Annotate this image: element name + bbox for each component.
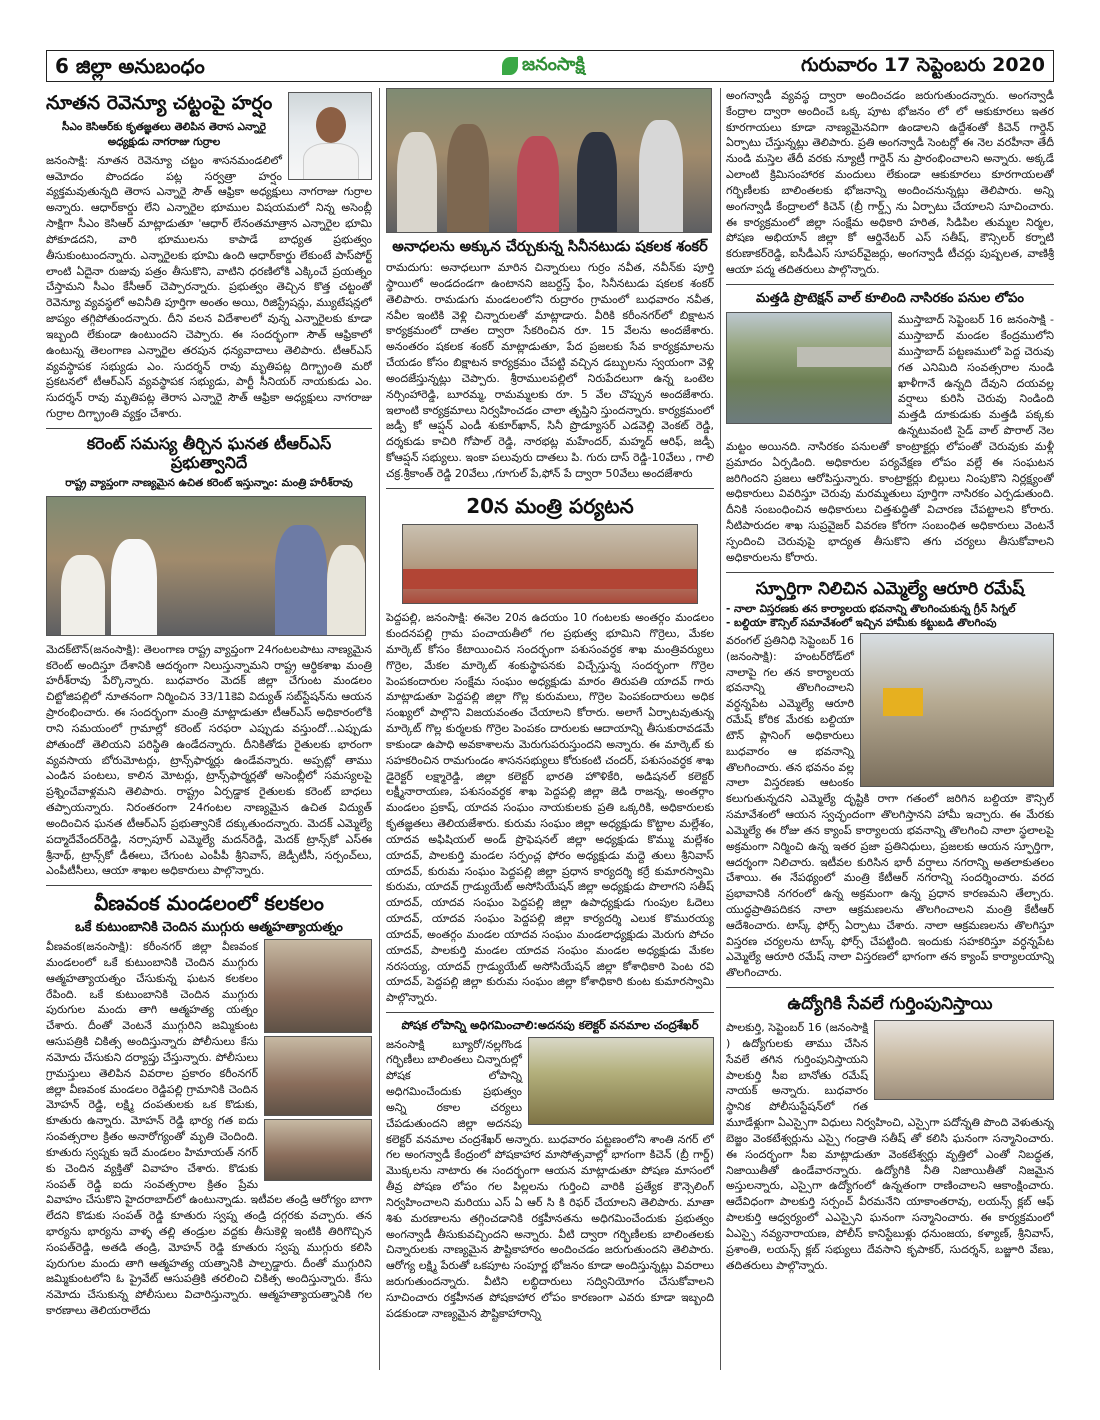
subheadline: రాష్ట్ర వ్యాప్తంగా నాణ్యమైన ఉచిత కరెంట్ ఇస్తున్నాం: మంత్రి హరీశ్‌రావు (65, 476, 353, 489)
column-divider (720, 88, 721, 1370)
portrait-face (316, 107, 346, 143)
headline: ఉద్యోగికి సేవలే గుర్తింపునిస్తాయి (787, 994, 993, 1015)
article-continuation: అంగన్వాడీ వ్యవస్థ ద్వారా అందించడం జరుగుతుందన్నారు. అంగన్వాడీ కేంద్రాల ద్వారా అందించే ఒక్క పూట భోజనం లో లో ఆకుకూరలు ఇతర కూరగాయలు కూడా నాణ్యమైనవిగా ఉండాలని ఉద్దేశంతో కిచెన్ గార్డెన్ ఏర్పాటు చేస్తున్నట్లు తెలిపారు. ప్రతి అంగన్వాడీ సెంటర్లో ఈ నెల వరహీనా తేదీ నుండి మస్తెల తేదీ వరకు న్యూట్రీ గార్డెన్ ను ప్రారంభించాలని అన్నారు. అక్కడే ఎలాంటి క్రిమిసంహారక మందులు లేకుండా ఆకుకూరలు కూరగాయలతో గర్భిణీలకు బాలింతలకు భోజనాన్ని అందించనున్నట్లు తెలిపారు. అన్ని అంగన్వాడీ కేంద్రాలలో కిచెన్ (బ్రీ గార్డ్స్ ను ఏర్పాటు చేయాలని సూచించారు. ఈ కార్యక్రమంలో జిల్లా సంక్షేమ అధికారి హరిత, సిడిపిల తుమ్మల నిర్మల, పోషణ అభియాన్ జిల్లా కో ఆర్డినేటర్ ఎస్ సతీష్, కౌన్సిలర్ కర్నాటి కరుణాకర్‌రెడ్డి, ఐసీడీఎస్ సూపర్‌వైజర్లు, అంగన్వాడీ టీచర్లు పుష్పలత, వాణిశ్రీ ఆయా పద్మ తదితరులు పాల్గొన్నారు. (726, 89, 1054, 277)
article-body: ముస్తాబాద్ సెప్టెంబర్ 16 జనంసాక్షి - ముస్తాబాద్ మండల కేంద్రములోని ముస్తాబాద్ పట్టణములో పెద్ద చెరువు గత ఎనిమిది సంవత్సరాల నుండి ఖాళీగానే ఉన్నది దేవుని దయవల్ల వర్షాలు కురిసి చెరువు నిండింది మత్తడి దూకుడుకు మత్తడి పక్కకు ఉన్నటువంటి సైడ్ వాల్ పొరాల్ నెల మట్టం అయినది. నాసిరకం పనులతో కాంట్రాక్టర్లు లోపంతో చెరువుకు మళ్లీ ప్రమాదం ఏర్పడింది. అధికారుల పర్యవేక్షణ లోపం వల్లే ఈ సంఘటన జరిగిందని ప్రజలు ఆరోపిస్తున్నారు. కాంట్రాక్టర్లు బిల్లులు నింపుకొని నిర్లక్ష్యంతో అధికారులు వివరిస్తూ చెరువు మరమ్మతులు పూర్తిగా నాసిరకం ఎర్పడుతుంది. దీనికి సంబంధించిన అధికారులు చిత్తశుద్ధితో విచారణ చేపట్టాలని కోరారు. నీటిపారుదల శాఖ సుప్రవైజర్ వివరణ కోరగా సంబంధిత అధికారులు వెంటనే స్పందించి చెరువుపై భాద్యత తీసుకొని తగు చర్యలు తీసుకోవాలని అధికారులను కోరారు. (726, 313, 1054, 564)
headline: కరెంట్ సమస్య తీర్చిన ఘనత టీఆర్ఎస్ ప్రభుత్వానిదే (86, 433, 332, 472)
leaf-logo-icon (502, 57, 518, 75)
press-meet-photo (402, 524, 698, 604)
felicitation-photo (874, 1020, 1054, 1100)
column-right (726, 88, 1054, 1370)
article-nutrition (386, 1019, 714, 1321)
hospital-photo (264, 939, 372, 1033)
headline: స్ఫూర్తిగా నిలిచిన ఎమ్మెల్యే ఆరూరి రమేష్ (755, 578, 1025, 599)
page-masthead (46, 50, 1054, 82)
article-body: జనంసాక్షి బ్యూరో/నల్లగొండ గర్భిణీలు బాలింతలు చిన్నారుల్లో పోషక లోపాన్ని అధిగమించేందుకు ప్రభుత్వం అన్ని రకాల చర్యలు చేపడుతుందని జిల్లా అదనపు కలెక్టర్ వనమాల చంద్రశేఖర్ అన్నారు. బుధవారం పట్టణంలోని శాంతి నగర్ లో గల అంగన్వాడీ కేంద్రంలో పోషకాహార మాసోత్సవాల్లో భాగంగా కిచెన్ (బ్రీ గార్డ్) మొక్కలను నాటారు ఈ సందర్భంగా ఆయన మాట్లాడుతూ పోషణ మాసంలో తీవ్ర పోషణ లోపం గల పిల్లలను గుర్తించి వారికి ప్రత్యేక కౌన్సెలింగ్ నిర్వహించాలని మరియు ఎస్ ఏ ఆర్ సి కి రిఫర్ చేయాలని తెలిపారు. మాతా శిశు మరణాలను తగ్గించడానికి రక్తహీనతను అధిగమించేందుకు ప్రభుత్వం అంగన్వాడీ తీసుకువచ్చిందని అన్నారు. వీటి ద్వారా గర్భిణీలకు బాలింతలకు చిన్నారులకు నాణ్యమైన పౌష్టికాహారం అందించడం జరుగుతుందని తెలిపారు. ఆరోగ్య లక్ష్మి పేరుతో ఒకపూట సంపూర్ణ భోజనం కూడా అందిస్తున్నట్లు వివరాలు జరుగుతుందన్నారు. వీటిని లబ్ధిదారులు సద్వినియోగం చేసుకోవాలని సూచించారు రక్తహీనత పోషకాహార లోపం కారణంగా ఎవరు కూడా ఇబ్బంది పడకుండా నాణ్యమైన పౌష్టికాహారాన్ని (386, 1037, 714, 1320)
headline: అనాధలను అక్కున చేర్చుకున్న సినీనటుడు షకలక శంకర్ (392, 239, 708, 255)
article-divider (726, 987, 1054, 988)
issue-date: గురువారం 17 సెప్టెంబరు 2020 (800, 54, 1045, 76)
hospital-photos (264, 939, 372, 1181)
person-figure (61, 555, 105, 635)
collapsed-wall-photo (726, 312, 892, 424)
article-divider (726, 284, 1054, 285)
article-revenue-act (46, 92, 372, 422)
article-minister-visit (386, 495, 714, 1006)
column-divider (379, 88, 380, 1370)
article-mla-ramesh (726, 579, 1054, 982)
article-body: పాలకుర్తి, సెప్టెంబర్ 16 (జనంసాక్షి ) ఉద్యోగులకు తాము చేసిన సేవలే తగిన గుర్తింపునిస్తాయని పాలకుర్తి సీఐ బానోతు రమేష్ నాయక్ అన్నారు. బుధవారం స్థానిక పోలీసుస్టేషన్‌లో గత మూడేళ్లుగా ఏఎస్సైగా విధులు నిర్వహించి, ఎస్సైగా పదోన్నతి పొంది వెళుతున్న బెజ్జం వెంకటేశ్వర్లును ఎస్సై గండ్రాతి సతీష్ తో కలిసి ఘనంగా సన్మానించారు. ఈ సందర్భంగా సీఐ మాట్లాడుతూ వెంకటేశ్వర్లు వృత్తిలో ఎంతో నిబద్ధత, నిజాయితీతో ఉండేవారన్నారు. ఉద్యోగికి నీతి నిజాయితీతో నిజమైన అస్తులన్నారు, ఎస్సైగా ఉద్యోగంలో ఉన్నతంగా రాణించాలని ఆకాంక్షించారు. ఆదేవిధంగా పాలకుర్తి సర్పంచ్ వీరమనేని యాకాంతరావు, లయన్స్ క్లబ్ ఆఫ్ పాలకుర్తి ఆధ్వర్యంలో ఎఎస్సైని ఘనంగా సన్మానించారు. ఈ కార్యక్రమంలో ఏఎస్సై నవ్యనారాయణ, పోలీస్ కానిస్టేబుళ్లు ధనుంజయ, కళ్యాణ్, శ్రీనివాస్, ప్రశాంతి, లయన్స్ క్లబ్ సభ్యులు దేవసాని కృపాకర్, సుదర్శన్, బజ్జూరి వేణు, తదితరులు పాల్గొన్నారు. (726, 1021, 1054, 1272)
subheadline: ఒకే కుటుంబానికి చెందిన ముగ్గురు ఆత్మహత్యాయత్నం (75, 919, 343, 935)
minister-inauguration-photo (46, 496, 366, 636)
person-figure (327, 545, 366, 635)
article-body: రామదుగు: అనాధలుగా మారిన చిన్నారులు గుర్రం నవీత, నవీన్‌కు పూర్తి స్థాయిలో అండదండగా ఉంటానని జబర్దస్త్ ఫేం, సినీనటుడు షకలక శంకర్ తెలిపారు. రామడుగు మండలంలోని రుద్రారం గ్రామంలో బుధవారం నవీత, నవీల ఇంటికి వెళ్లి చిన్నారులతో మాట్లాడారు. వీరికి కరీంనగర్‌లో బిక్షాటన కార్యక్రమంలో దాతల ద్వారా సేకరించిన రూ. 15 వేలను అందజేశారు. అనంతరం షకలక శంకర్ మాట్లాడుతూ, పేద ప్రజలకు సేవ కార్యక్రమాలను చేయడం కోసం బిక్షాటన కార్యక్రమం చేపట్టి వచ్చిన డబ్బులను స్వయంగా వెళ్లి అందజేస్తున్నట్లు చెప్పారు. శ్రీరాములపల్లిలో నిరుపేదలుగా ఉన్న ఒంటెల నర్సింహారెడ్డి, బూరమ్మ, రామమ్మలకు రూ. 5 వేల చొప్పున అందజేశారు. ఇలాంటి కార్యక్రమాలు నిర్వహించడం చాలా తృప్తిని స్తుందన్నారు. కార్యక్రమంలో జడ్పీ కో ఆప్షన్ ఎండీ శుకూర్‌ఖాన్, సినీ ప్రొడ్యూసర్ ఎడవెల్లి వెంకట్ రెడ్డి, దర్శకుడు కాచిరి గోపాల్ రెడ్డి, నారభట్ల మహేందర్, మహ్మద్ ఆరిఫ్, జడ్పీ కోఆప్షన్ సభ్యులు. ఇంకా పలువురు దాతలు పి. గురు దాస్ రెడ్డి-10వేలు , గాలి చక్ర.శ్రీకాంత్ రెడ్డి 20వేలు ,గూగుల్ పే,ఫోన్ పే ద్వారా 50వేలు అందజేశారు (386, 261, 714, 480)
article-divider (46, 428, 372, 429)
article-veenavanka (46, 892, 372, 1319)
article-divider (46, 885, 372, 886)
article-employee-service (726, 994, 1054, 1273)
article-divider (726, 572, 1054, 573)
article-body: మెదక్‌టౌన్(జనంసాక్షి): తెలంగాణ రాష్ట్ర వ్యాప్తంగా 24గంటలపాటు నాణ్యమైన కరెంట్ అందిస్తూ దేశానికి ఆదర్శంగా నిలుస్తున్నామని రాష్ట్ర ఆర్థికశాఖ మంత్రి హరీశ్‌రావు పేర్కొన్నారు. బుధవారం మెదక్ జిల్లా చేగుంట మండలం చిట్టోజిపల్లిలో నూతనంగా నిర్మించిన 33/11కెవి విద్యుత్ సబ్‌స్టేషన్‌ను ఆయన ప్రారంభించారు. ఈ సందర్భంగా మంత్రి మాట్లాడుతూ టీఆర్ఎస్ అధికారంలోకి రాని సమయంలో గ్రామాల్లో కరెంట్ సరఫరా ఎప్పుడు వస్తుందో...ఎప్పుడు పోతుందో తెలియని పరిస్థితి ఉండేదన్నారు. దీనికితోడు రైతులకు భారంగా వ్యవసాయ బోరుమోటర్లు, ట్రాన్స్‌ఫార్మర్లు ఉండేవన్నారు. అప్పట్లో తాము ఎండిన పంటలు, కాలిన మోటర్లు, ట్రాన్స్‌ఫార్మర్లతో అసెంబ్లీలో సమస్యలపై ప్రశ్నించేవాళ్లమని తెలిపారు. రాష్ట్రం ఏర్పడ్డాక రైతులకు కరెంట్ బాధలు తప్పాయన్నారు. నిరంతరంగా 24గంటల నాణ్యమైన ఉచిత విద్యుత్ అందించిన ఘనత టీఆర్ఎస్ ప్రభుత్వానికే దక్కుతుందన్నారు. మెదక్ ఎమ్మెల్యే పద్మాదేవేందర్‌రెడ్డి, నర్సాపూర్ ఎమ్మెల్యే మదన్‌రెడ్డి, మెదక్ ట్రాన్స్‌కో ఎస్ఈ శ్రీనాథ్, ట్రాన్స్‌కో డీఈలు, చేగుంట ఎంపీపీ శ్రీనివాస్, జెడ్పీటీసీ, సర్పంచ్‌లు, ఎంపీటీసీలు, ఆయా శాఖల అధికారులు పాల్గొన్నారు. (46, 642, 372, 878)
headline: నూతన రెవెన్యూ చట్టంపై హర్షం (46, 92, 273, 114)
article-body: పెద్దపల్లి, జనంసాక్షి: ఈనెల 20న ఉదయం 10 గంటలకు అంతర్గం మండలం కుందనపల్లి గ్రామ పంచాయతీలో గల ప్రభుత్వ భూమిని గొర్రెలు, మేకల మార్కెట్ కోసం కేటాయించిన సందర్భంగా పశుసంవర్ధక శాఖ మంత్రివర్యులు గొర్రెల, మేకల మార్కెట్ శంకుస్థాపనకు విచ్చేస్తున్న సందర్భంగా గొర్రెల పెంపకందారుల సంక్షేమ సంఘం అధ్యక్షుడు మారం తిరుపతి యాదవ్ గారు మాట్లాడుతూ పెద్దపల్లి జిల్లా గొల్ల కురుమలు, గొర్రెల పెంపకందారులు అధిక సంఖ్యలో పాల్గొని విజయవంతం చేయాలని కోరారు. అలాగే ఏర్పాటవుతున్న మార్కెట్ గొల్ల కుర్మలకు గొర్రెల పెంపకం దారులకు ఆదాయాన్ని తీసుకురావడమే కాకుండా ఉపాధి అవకాశాలను మెరుగుపరుస్తుందని అన్నారు. ఈ మార్కెట్ కు సహకరించిన రామగుండం శాసనసభ్యులు కోరుకంటి చందర్, పశుసంవర్ధక శాఖ డైరెక్టర్ లక్ష్మారెడ్డి, జిల్లా కలెక్టర్ భారతి హొళికేరి, అడిషనల్ కలెక్టర్ లక్ష్మీనారాయణ, పశుసంవర్ధక శాఖ పెద్దపల్లి జిల్లా జెడి రాజన్న, అంతర్గాం మండలం ప్రకాష్, యాదవ సంఘం నాయకులకు ప్రతి ఒక్కరికి, అధికారులకు కృతజ్ఞతలు తెలియజేశారు. కురుమ సంఘం జిల్లా అధ్యక్షుడు కొట్టాల మల్లేశం, యాదవ అఫిషియల్ అండ్ ప్రొఫెషనల్ జిల్లా అధ్యక్షుడు కొమ్ము మల్లేశం యాదవ్, పాలకుర్తి మండల సర్పంచ్ల ఫోరం అధ్యక్షుడు మద్దె తులు శ్రీనివాస్ యాదవ్, కురుమ సంఘం పెద్దపల్లి జిల్లా ప్రధాన కార్యదర్శి కర్రే కుమారస్వామి కురుమ, యాదవ్ గ్రాడ్యుయేట్ అసోసియేషన్ జిల్లా అధ్యక్షుడు పొలాగని సతీష్ యాదవ్, యాదవ సంఘం పెద్దపల్లి జిల్లా ఉపాధ్యక్షుడు గుంపుల ఓదెలు యాదవ్, యాదవ సంఘం పెద్దపల్లి జిల్లా కార్యదర్శి ఎలుక కొమురయ్య యాదవ్, అంతర్గం మండల యాదవ సంఘం మండలాధ్యక్షుడు మెరుగు పోచం యాదవ్, పాలకుర్తి మండల యాదవ సంఘం మండల అధ్యక్షుడు మేకల నరసయ్య, యాదవ్ గ్రాడ్యుయేట్ అసోసియేషన్ జిల్లా కోశాధికారి పెంట రవి యాదవ్, పెద్దపల్లి జిల్లా కురుమ సంఘం జిల్లా కోశాధికారి కుంట కుమారస్వామి పాల్గొన్నారు. (386, 611, 714, 1005)
section-label: 6 జిల్లా అనుబంధం (55, 54, 205, 78)
demolition-photo (860, 633, 1054, 787)
press-table (403, 569, 697, 589)
person-figure (447, 124, 489, 232)
hospital-photo (264, 1036, 372, 1116)
portrait-shirt (303, 143, 359, 180)
headline: పోషక లోపాన్ని అధిగమించాలి:అదనపు కలెక్టర్ వనమాల చంద్రశేఖర్ (401, 1018, 699, 1032)
kitchen-garden-photo (528, 1037, 714, 1125)
person-figure (275, 525, 327, 635)
article-divider (386, 488, 714, 489)
article-divider (386, 1012, 714, 1013)
person-figure (639, 120, 683, 232)
hospital-photo (264, 1119, 372, 1181)
portrait-photo (288, 92, 372, 180)
article-shakalaka-shankar (386, 88, 714, 482)
headline: మత్తడి ప్రొటెక్షన్ వాల్ కూలింది నాసిరకం పనుల లోపం (756, 290, 1024, 306)
subheadline: సీఎం కెసిఆర్‌కు కృతజ్ఞతలు తెలిపిన తెరాస ఎన్నారై అధ్యక్షుడు నాగరాజు గుర్రాల (62, 121, 266, 148)
article-body: వీణవంక(జనంసాక్షి): కరీంనగర్ జిల్లా వీణవంక మండలంలో ఒకే కుటుంబానికి చెందిన ముగ్గురు ఆత్మహత్యాయత్నం చేసుకున్న ఘటన కలకలం రేపింది. ఒకే కుటుంబానికి చెందిన ముగ్గురు పురుగుల మందు తాగి ఆత్మహత్య యత్నం చేశారు. దీంతో వెంటనే ముగ్గురిని జమ్మికుంట ఆసుపత్రికి చికిత్స అందిస్తున్నారు పోలీసులు కేసు నమోదు చేసుకుని దర్యాప్తు చేస్తున్నారు. పోలీసులు గ్రామస్తులు తెలిపిన వివరాల ప్రకారం కరీంనగర్ జిల్లా వీణవంక మండలం రెడ్డిపల్లి గ్రామానికి చెందిన మోహన్ రెడ్డి, లక్ష్మి దంపతులకు ఒక కొడుకు, కూతురు ఉన్నారు. మోహన్ రెడ్డి భార్య గత ఐదు సంవత్సరాల క్రితం అనారోగ్యంతో మృతి చెందింది. కూతురు స్వప్నకు ఇదే మండలం హిమాయత్ నగర్ కు చెందిన వ్యక్తితో వివాహం చేశారు. కొడుకు సంపత్ రెడ్డి ఐదు సంవత్సరాల క్రితం ప్రేమ వివాహం చేసుకొని హైదరాబాద్‌లో ఉంటున్నాడు. ఇటీవల తండ్రి ఆరోగ్యం బాగా లేదని కొడుకు సంపత్ రెడ్డి కూతురు స్వప్న తండ్రి దగ్గరకు వచ్చారు. తన భార్యను భార్యను వాళ్ళ తల్లి తండ్రుల వద్దకు తీసుకెళ్లి ఇంటికి తిరిగొచ్చిన సంపత్‌రెడ్డి, అతడి తండ్రి, మోహన్ రెడ్డి కూతురు స్వప్న ముగ్గురు కలిసి పురుగుల మందు తాగి ఆత్మహత్య యత్నానికి పాల్పడ్డారు. దీంతో ముగ్గురిని జమ్మికుంటలోని ఓ ప్రైవేట్ ఆసుపత్రికి తరలించి చికిత్స అందిస్తున్నారు. కేసు నమోదు చేసుకున్న పోలీసులు విచారిస్తున్నారు. ఆత్మహత్యాయత్నానికి గల కారణాలు తెలియరాలేదు (46, 940, 372, 1318)
subheadline: - నాలా విస్తరణకు తన కార్యాలయ భవనాన్ని తొలగించుకున్న గ్రీన్ సిగ్నల్ (726, 602, 1016, 615)
headline: వీణవంక మండలంలో కలకలం (94, 891, 324, 916)
column-middle (386, 88, 714, 1370)
newspaper-name: జనంసాక్షి (522, 54, 585, 75)
article-protection-wall (726, 291, 1054, 566)
orphans-help-photo (386, 88, 712, 233)
excavator (883, 688, 923, 716)
article-body: జనంసాక్షి: నూతన రెవెన్యూ చట్టం శాసనమండలిలో ఆమోదం పొందడం పట్ల సర్వత్రా హర్షం వ్యక్తమవుతున్నది తెరాస ఎన్నారై సౌత్ ఆఫ్రికా అధ్యక్షులు నాగరాజు గుర్రాల అన్నారు. ఆధార్‌కార్డు లేని ఎన్నారైల భూముల విషయమలో నిన్న అసెంబ్లీ సాక్షిగా సీఎం కెసిఆర్ మాట్లాడుతూ 'ఆధార్ లేనంతమాత్రాన ఎన్నారైల భూమి పోకూడదని, వారి భూములను కాపాడే బాధ్యత ప్రభుత్వం తీసుకుంటుందన్నారు. ఎన్నారైలకు భూమి ఉంది ఆధార్‌కార్డు లేకుంటే పాస్‌పోర్ట్ లాంటి ఏదైనా రుజువు పత్రం తీసుకొని, వాటిని ధరణిలోకి ఎక్కించే ప్రయత్నం చేస్తామని సీఎం కేసీఆర్ చెప్పారన్నారు. ప్రభుత్వం తెచ్చిన కొత్త చట్టంతో రెవెన్యూ వ్యవస్థలో అవినీతి పూర్తిగా అంతం అయి, రిజిస్ట్రేషన్లు, మ్యుటేషన్లలో జాప్యం తగ్గిపోతుందన్నారు. దీని వలన విదేశాలలో వున్న ఎన్నారైలకు కూడా ఇబ్బంది లేకుండా ఉంటుందని చెప్పారు. ఈ సందర్భంగా సౌత్ ఆఫ్రికాలో ఉంటున్న తెలంగాణ ఎన్నారైల తరపున ధన్యవాదాలు తెలిపారు. టీఆర్ఎస్ వ్యవస్థాపక సభ్యుడు ఎం. సుదర్శన్ రావు మృతిపట్ల దిగ్భ్రాంతి మరో ప్రకటనలో టీఆర్ఎస్ వ్యవస్థాపక సభ్యుడు, పార్టీ సీనియర్ నాయకుడు ఎం. సుదర్శన్ రావు మృతిపట్ల తెరాస ఎన్నారై సౌత్ ఆఫ్రికా అధ్యక్షులు నాగరాజు గుర్రాల దిగ్భ్రాంతి వ్యక్తం చేశారు. (46, 153, 372, 420)
column-left (46, 88, 372, 1370)
article-body: వరంగల్ ప్రతినిధి సెప్టెంబర్ 16 (జనంసాక్షి): హంటర్‌రోడ్‌లో నాలాపై గల తన కార్యాలయ భవనాన్ని తొలగించాలని వర్ధన్నపేట ఎమ్మెల్యే ఆరూరి రమేష్ కోరిక మేరకు బల్దియా టౌన్ ప్లానింగ్ అధికారులు బుధవారం ఆ భవనాన్ని తొలగించారు. తన భవనం వల్ల నాలా విస్తరణకు ఆటంకం కలుగుతున్నదని ఎమ్మెల్యే దృష్టికి రాగా గతంలో జరిగిన బల్దియా కౌన్సిల్ సమావేశంలో ఆయన స్వచ్ఛందంగా తొలగిస్తానని హామీ ఇచ్చారు. ఈ మేరకు ఎమ్మెల్యే ఈ రోజు తన క్యాంప్ కార్యాలయ భవనాన్ని తొలగించి నాలా స్థలాలపై అక్రమంగా నిర్మించి ఉన్న ఇతర ప్రజా ప్రతినిధులు, ప్రజలకు ఆయన స్ఫూర్తిగా, ఆదర్శంగా నిలిచారు. ఇటీవల కురిసిన భారీ వర్షాలు నగరాన్ని అతలాకుతలం చేశాయి. ఈ నేపథ్యంలో మంత్రి కేటీఆర్ నగరాన్ని సందర్శించారు. వరద ప్రభావానికి నగరంలో ఉన్న అక్రమంగా ఉన్న ప్రధాన కారణమని తేల్చారు. యుద్ధప్రాతిపదికన నాలా ఆక్రమణలను తొలగించాలని మంత్రి కేటీఆర్ ఆదేశించారు. టాస్క్ ఫోర్స్ ఏర్పాటు చేశారు. నాలా ఆక్రమణలను తొలగిస్తూ విస్తరణ చర్యలను టాస్క్ ఫోర్స్ చేపట్టింది. ఇందుకు సహకరిస్తూ వర్ధన్నపేట ఎమ్మెల్యే ఆరూరి రమేష్ నాలా విస్తరణలో భాగంగా తన క్యాంప్ కార్యాలయాన్ని తొలగించారు. (726, 633, 1054, 980)
person-figure (577, 132, 617, 232)
wall-remains (797, 347, 892, 367)
person-figure (397, 132, 437, 232)
headline: 20న మంత్రి పర్యటన (466, 493, 634, 518)
person-figure (517, 136, 559, 232)
article-current-problem (46, 435, 372, 879)
subheadline: - బల్దియా కౌన్సిల్ సమావేశంలో ఇచ్చిన హామీకు కట్టుబడి తొలగింపు (726, 616, 997, 629)
newspaper-logo (502, 54, 652, 78)
person-figure (111, 539, 157, 635)
